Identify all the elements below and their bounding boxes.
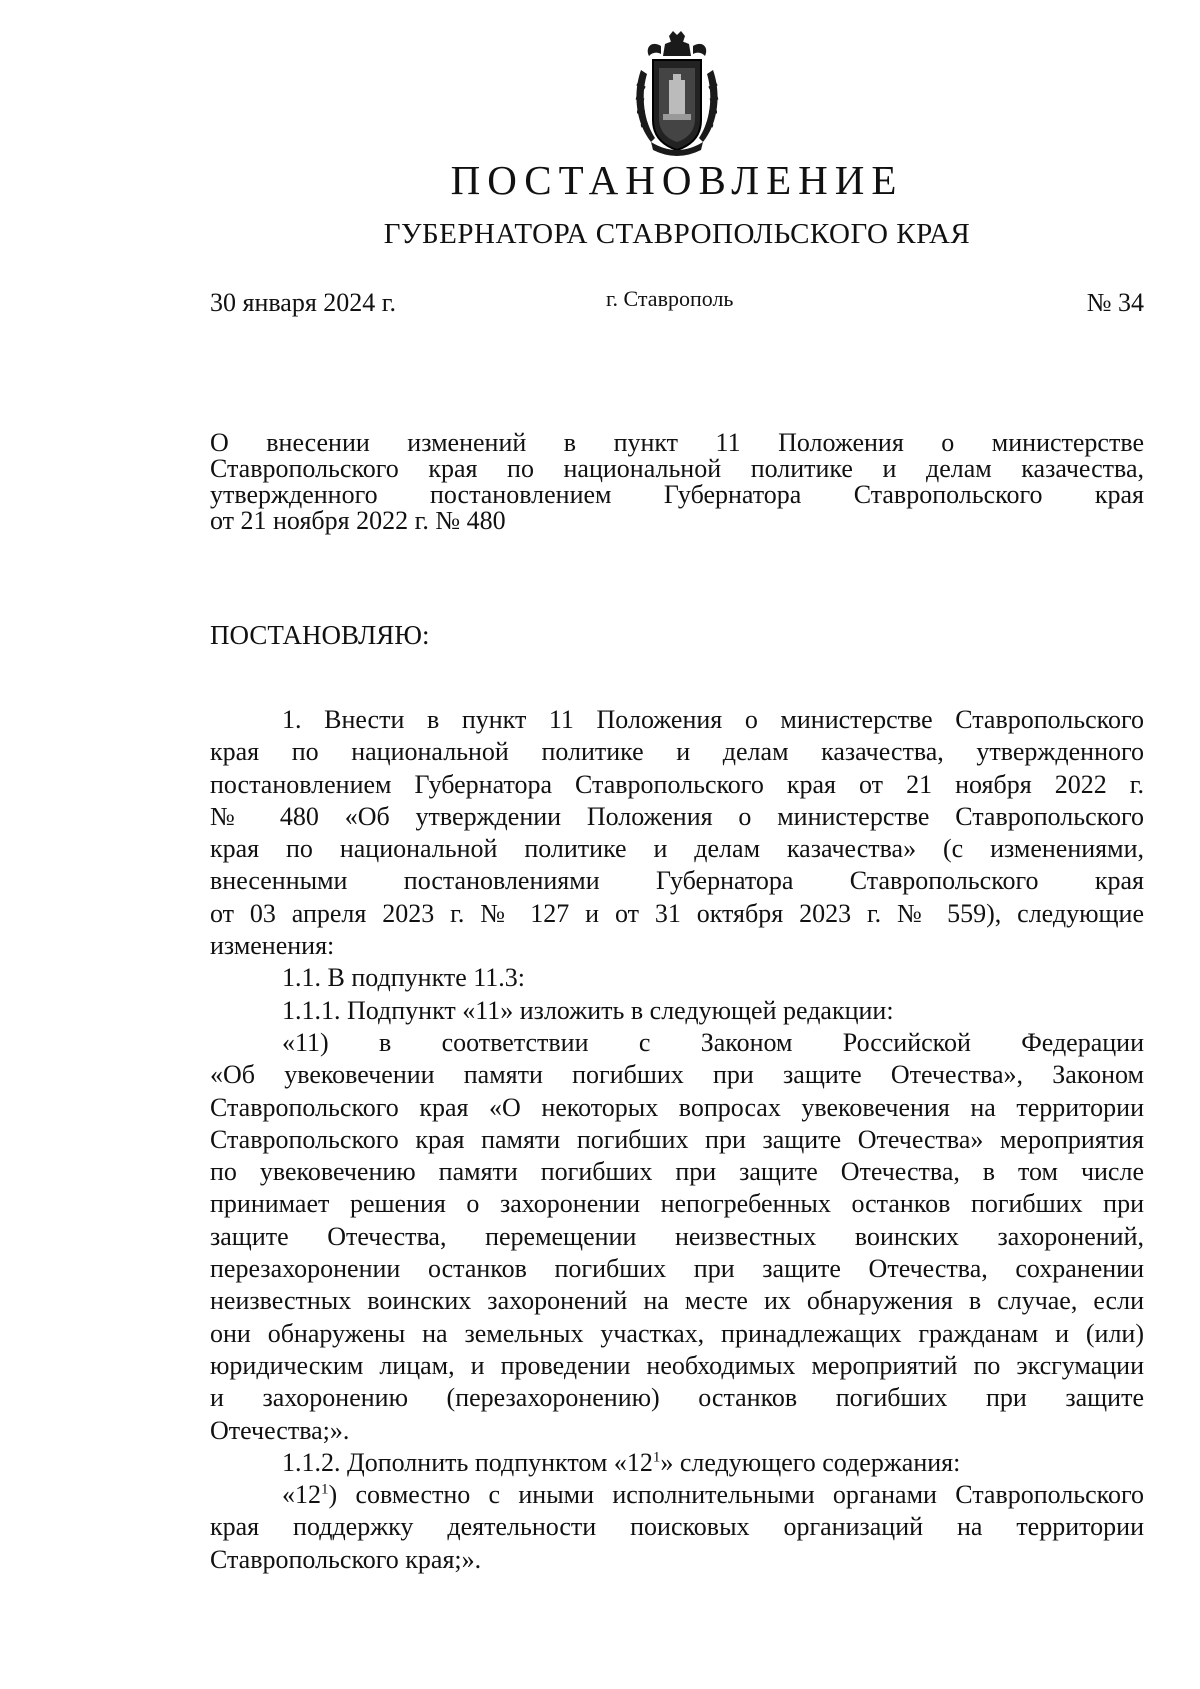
body-line: 1. Внести в пункт 11 Положения о министерстве Ставропольского <box>282 705 1144 734</box>
superscript: 1 <box>652 1449 661 1466</box>
paragraph-quoted-12-1 <box>210 1479 1144 1576</box>
document-issuer: ГУБЕРНАТОРА СТАВРОПОЛЬСКОГО КРАЯ <box>383 218 971 250</box>
coat-of-arms-emblem <box>631 30 723 158</box>
body-text: «12 <box>282 1480 321 1510</box>
body-line: края по национальной политике и делам казачества» (с изменениями, <box>210 834 1144 864</box>
paragraph-quoted-11 <box>210 1027 1144 1447</box>
body-line: края поддержку деятельности поисковых организаций на территории <box>210 1512 1144 1542</box>
document-title: ПОСТАНОВЛЕНИЕ <box>450 157 904 203</box>
document-body <box>210 704 1144 1576</box>
body-line: перезахоронении останков погибших при защите Отечества, сохранении <box>210 1254 1144 1284</box>
body-line: по увековечению памяти погибших при защите Отечества, в том числе <box>210 1157 1144 1187</box>
paragraph-1-1-2 <box>210 1447 1144 1479</box>
body-line: они обнаружены на земельных участках, принадлежащих гражданам и (или) <box>210 1318 1144 1348</box>
subject-line: О внесении изменений в пункт 11 Положения о министерстве <box>210 428 1144 457</box>
body-line: изменения: <box>210 931 335 961</box>
body-line: защите Отечества, перемещении неизвестных воинских захоронений, <box>210 1221 1144 1251</box>
document-number: № 34 <box>1086 288 1144 317</box>
body-line: от 03 апреля 2023 г. № 127 и от 31 октября 2023 г. № 559), следующие <box>210 898 1144 928</box>
document-subject <box>210 430 1144 534</box>
body-line: Отечества;». <box>210 1415 350 1445</box>
body-line: «Об увековечении памяти погибших при защите Отечества», Законом <box>210 1060 1144 1090</box>
body-line: принимает решения о захоронении непогребенных останков погибших при <box>210 1189 1144 1219</box>
subject-line: от 21 ноября 2022 г. № 480 <box>210 506 506 535</box>
subject-line: утвержденного постановлением Губернатора Ставропольского края <box>210 480 1144 509</box>
decree-heading: ПОСТАНОВЛЯЮ: <box>210 620 430 650</box>
body-line <box>210 1479 1144 1511</box>
body-text: » следующего содержания: <box>660 1447 961 1477</box>
body-line: Ставропольского края «О некоторых вопросах увековечения на территории <box>210 1092 1144 1122</box>
body-line: неизвестных воинских захоронений на месте их обнаружения в случае, если <box>210 1286 1144 1316</box>
body-line: и захоронению (перезахоронению) останков погибших при защите <box>210 1383 1144 1413</box>
body-line: постановлением Губернатора Ставропольского края от 21 ноября 2022 г. <box>210 769 1144 799</box>
document-date: 30 января 2024 г. <box>210 288 397 317</box>
body-text: 1.1.2. Дополнить подпунктом «12 <box>282 1447 653 1477</box>
body-line: № 480 «Об утверждении Положения о министерстве Ставропольского <box>210 801 1144 831</box>
paragraph-1-1-1: 1.1.1. Подпункт «11» изложить в следующей редакции: <box>282 995 894 1025</box>
body-line: края по национальной политике и делам казачества, утвержденного <box>210 737 1144 767</box>
paragraph-1-1: 1.1. В подпункте 11.3: <box>282 963 526 993</box>
paragraph-1 <box>210 704 1144 962</box>
body-line: юридическим лицам, и проведении необходимых мероприятий по эксгумации <box>210 1350 1144 1380</box>
body-line: «11) в соответствии с Законом Российской Федерации <box>282 1027 1144 1057</box>
document-city: г. Ставрополь <box>606 286 734 311</box>
body-line: Ставропольского края памяти погибших при защите Отечества» мероприятия <box>210 1124 1144 1154</box>
body-text: ) совместно с иными исполнительными органами Ставропольского <box>328 1480 1144 1510</box>
subject-line: Ставропольского края по национальной политике и делам казачества, <box>210 454 1144 483</box>
body-line: Ставропольского края;». <box>210 1544 482 1574</box>
superscript: 1 <box>321 1481 329 1498</box>
body-line: внесенными постановлениями Губернатора Ставропольского края <box>210 866 1144 896</box>
